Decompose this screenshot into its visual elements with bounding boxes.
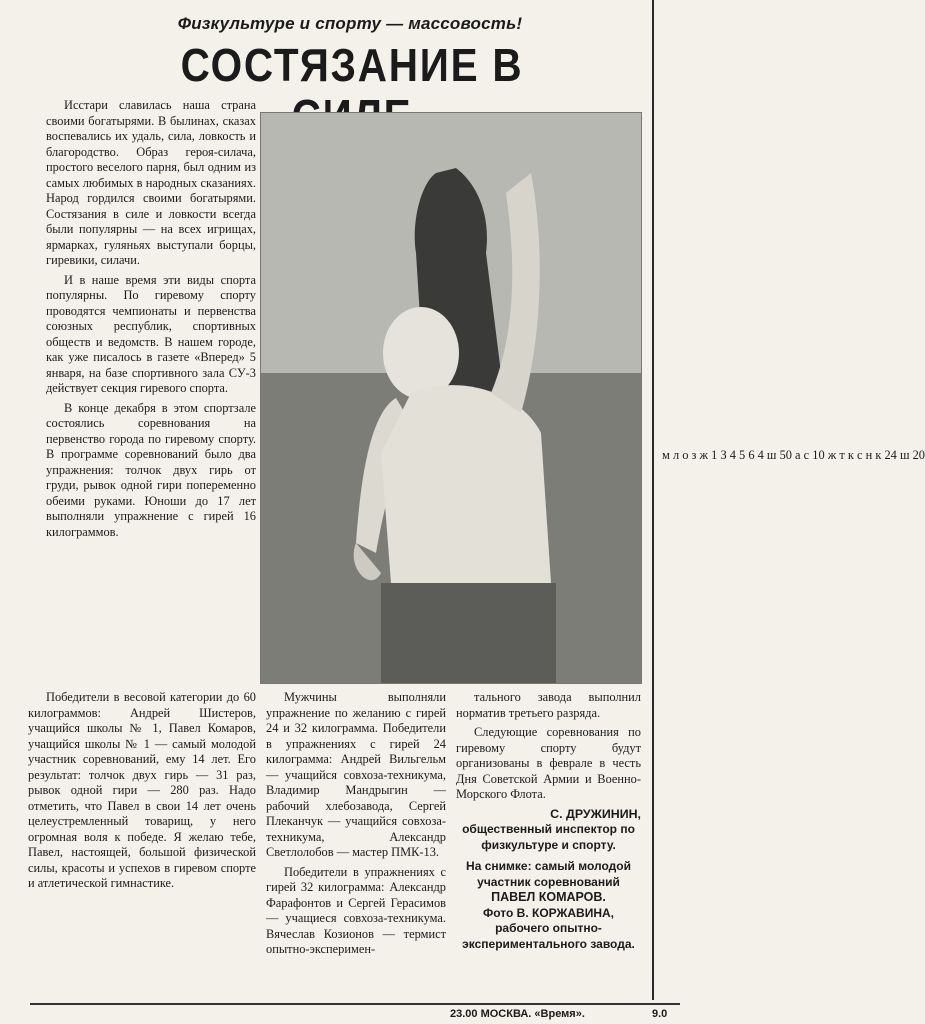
article-column-2 — [266, 690, 446, 962]
author-name: С. ДРУЖИНИН, — [550, 806, 641, 821]
adjacent-article-fragment: м л о з ж 1 З 4 5 6 4 ш 50 а с 10 ж т к с н к 24 ш 20 — [662, 448, 925, 462]
author-signature — [456, 807, 641, 854]
paragraph: Победители в упражнениях с гирей 32 килограмма: Александр Фарафонтов и Сергей Герасимов — учащиеся совхоза-техникума. Вячеслав Козионов — термист опытно-эксперимен- — [266, 864, 446, 956]
caption-subject-name: ПАВЕЛ КОМАРОВ. — [491, 890, 606, 904]
author-title: общественный инспектор по физкультуре и спорту. — [462, 822, 635, 852]
photo-credit: Фото В. КОРЖАВИНА, — [483, 905, 614, 920]
caption-intro: На снимке: самый молодой участник соревнований — [466, 859, 631, 889]
paragraph: Следующие соревнования по гиревому спорту будут организованы в феврале в честь Дня Советской Армии и Военно-Морского Флота. — [456, 725, 641, 801]
article-column-1-bottom — [28, 690, 256, 896]
paragraph: В конце декабря в этом спортзале состоялись соревнования на первенство города по гиревому спорту. В программе соревнований было два упражнения: толчок двух гирь от груди, рывок одной гири попеременно обеими руками. Юноши до 17 лет выполняли упражнение с гирей 16 килограммов. — [46, 400, 256, 539]
article-column-1-top — [46, 98, 256, 544]
paragraph: Исстари славилась наша страна своими богатырями. В былинах, сказах воспевались их удаль, сила, ловкость и благородство. Образ героя-силача, простого веселого парня, был одним из самых любимых в народных сказаниях. Народ гордился своими богатырями. Состязания в силе и ловкости всегда были популярны — на всех игрищах, ярмарках, гуляньях выступали борцы, гиревики, силачи. — [46, 98, 256, 267]
tv-schedule-fragment-right: 9.0 — [652, 1008, 668, 1020]
photo-caption — [456, 859, 641, 952]
athlete-figure — [261, 113, 641, 683]
paragraph: Победители в весовой категории до 60 килограммов: Андрей Шистеров, учащийся школы № 1, Павел Комаров, учащийся школы № 1 — самый молодой участник соревнований, ему 14 лет. Его результат: толчок двух гирь — 31 раз, рывок одной гири — 280 раз. Надо отметить, что Павел в свои 14 лет очень целеустремленный товарищ, у него огромная воля к победе. Я желаю тебе, Павел, настоящей, большой физической силы, красоты и успехов в гиревом спорте и атлетической гимнастике. — [28, 690, 256, 890]
paragraph: Мужчины выполняли упражнение по желанию с гирей 24 и 32 килограмма. Победители в упражнениях с гирей 24 килограмма: Андрей Вильгельм — учащийся совхоза-техникума, Владимир Мандрыгин — рабочий хлебозавода, Сергей Плеканчук — учащийся совхоза-техникума, Александр Светлолобов — мастер ПМК-13. — [266, 690, 446, 859]
section-kicker: Физкультуре и спорту — массовость! — [177, 14, 523, 33]
photo-credit-title: рабочего опытно-экспериментального завода. — [462, 921, 635, 951]
paragraph: тального завода выполнил норматив третьего разряда. — [456, 690, 641, 720]
paragraph: И в наше время эти виды спорта популярны. По гиревому спорту проводятся чемпионаты и первенства союзных республик, спортивных обществ и ведомств. В нашем городе, как уже писалось в газете «Вперед» 5 января, на базе спортивного зала СУ-3 действует секция гиревого спорта. — [46, 272, 256, 395]
article-headline: СОСТЯЗАНИЕ В — [180, 39, 524, 91]
tv-schedule-fragment: 23.00 МОСКВА. «Время». — [450, 1008, 585, 1020]
footer-rule — [30, 1003, 680, 1005]
column-divider — [652, 0, 654, 1000]
article-photo — [260, 112, 642, 684]
article-column-3 — [456, 690, 641, 952]
